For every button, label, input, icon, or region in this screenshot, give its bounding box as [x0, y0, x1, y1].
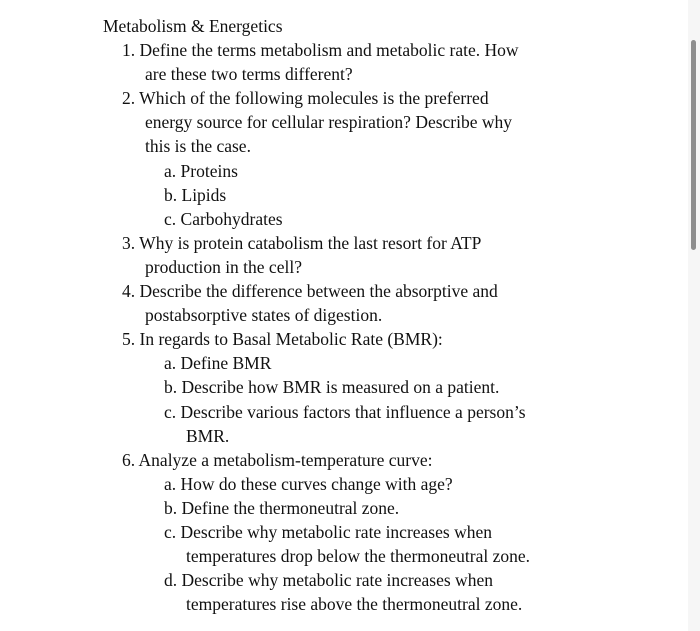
question-6-item-d-line-2: temperatures rise above the thermoneutral zone. — [186, 594, 523, 614]
question-1-line-1: 1. Define the terms metabolism and metabolic rate. How — [122, 40, 519, 60]
question-1-line-2: are these two terms different? — [145, 64, 353, 84]
question-5-item-c-line-2: BMR. — [186, 426, 230, 446]
question-2-option-c: c. Carbohydrates — [164, 209, 283, 229]
question-6-item-c-line-1: c. Describe why metabolic rate increases when — [164, 522, 492, 542]
question-5-item-a: a. Define BMR — [164, 353, 272, 373]
question-3-line-1: 3. Why is protein catabolism the last resort for ATP — [122, 233, 482, 253]
question-4-line-1: 4. Describe the difference between the absorptive and — [122, 281, 498, 301]
question-6-item-d-line-1: d. Describe why metabolic rate increases when — [164, 570, 493, 590]
question-4-line-2: postabsorptive states of digestion. — [145, 305, 383, 325]
question-2-line-3: this is the case. — [145, 136, 251, 156]
question-2-option-b: b. Lipids — [164, 185, 227, 205]
question-6-item-c-line-2: temperatures drop below the thermoneutral zone. — [186, 546, 531, 566]
question-5-item-b: b. Describe how BMR is measured on a patient. — [164, 377, 500, 397]
question-5-line-1: 5. In regards to Basal Metabolic Rate (BMR): — [122, 329, 443, 349]
question-2-option-a: a. Proteins — [164, 161, 238, 181]
scrollbar-thumb[interactable] — [691, 40, 696, 250]
question-6-item-a: a. How do these curves change with age? — [164, 474, 453, 494]
page-title: Metabolism & Energetics — [103, 16, 283, 36]
question-6-item-b: b. Define the thermoneutral zone. — [164, 498, 400, 518]
question-3-line-2: production in the cell? — [145, 257, 302, 277]
question-5-item-c-line-1: c. Describe various factors that influence a person’s — [164, 402, 526, 422]
question-2-line-1: 2. Which of the following molecules is the preferred — [122, 88, 489, 108]
question-6-line-1: 6. Analyze a metabolism-temperature curve: — [122, 450, 433, 470]
question-2-line-2: energy source for cellular respiration? Describe why — [145, 112, 513, 132]
vertical-scrollbar[interactable] — [688, 0, 700, 631]
